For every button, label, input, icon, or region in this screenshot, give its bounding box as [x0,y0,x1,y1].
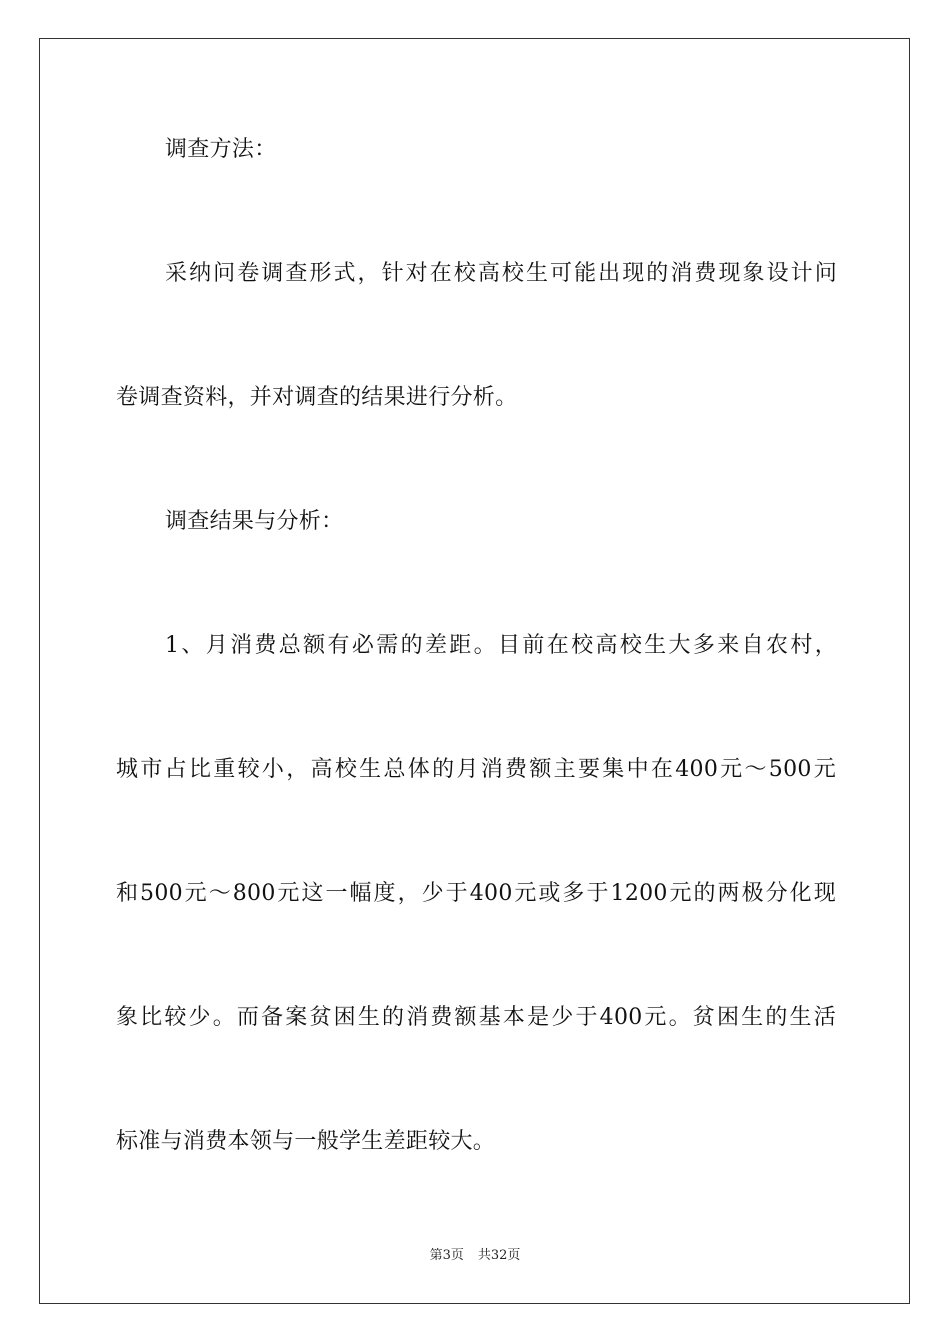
page-total: 共32页 [477,1248,521,1263]
heading-results: 调查结果与分析： [165,509,344,534]
heading-method: 调查方法： [165,137,277,162]
paragraph-line: 和500元～800元这一幅度，少于400元或多于1200元的两极分化现 [116,881,836,906]
page-border [39,38,910,1304]
page-number: 第3页 [429,1248,464,1263]
page-footer [0,1247,950,1265]
paragraph-line: 卷调查资料，并对调查的结果进行分析。 [116,385,518,410]
paragraph-line: 标准与消费本领与一般学生差距较大。 [116,1129,496,1154]
paragraph-line: 城市占比重较小，高校生总体的月消费额主要集中在400元～500元 [116,757,836,782]
paragraph-line: 采纳问卷调查形式，针对在校高校生可能出现的消费现象设计问 [165,261,837,286]
paragraph-line: 1、月消费总额有必需的差距。目前在校高校生大多来自农村， [165,633,837,658]
paragraph-line: 象比较少。而备案贫困生的消费额基本是少于400元。贫困生的生活 [116,1005,836,1030]
